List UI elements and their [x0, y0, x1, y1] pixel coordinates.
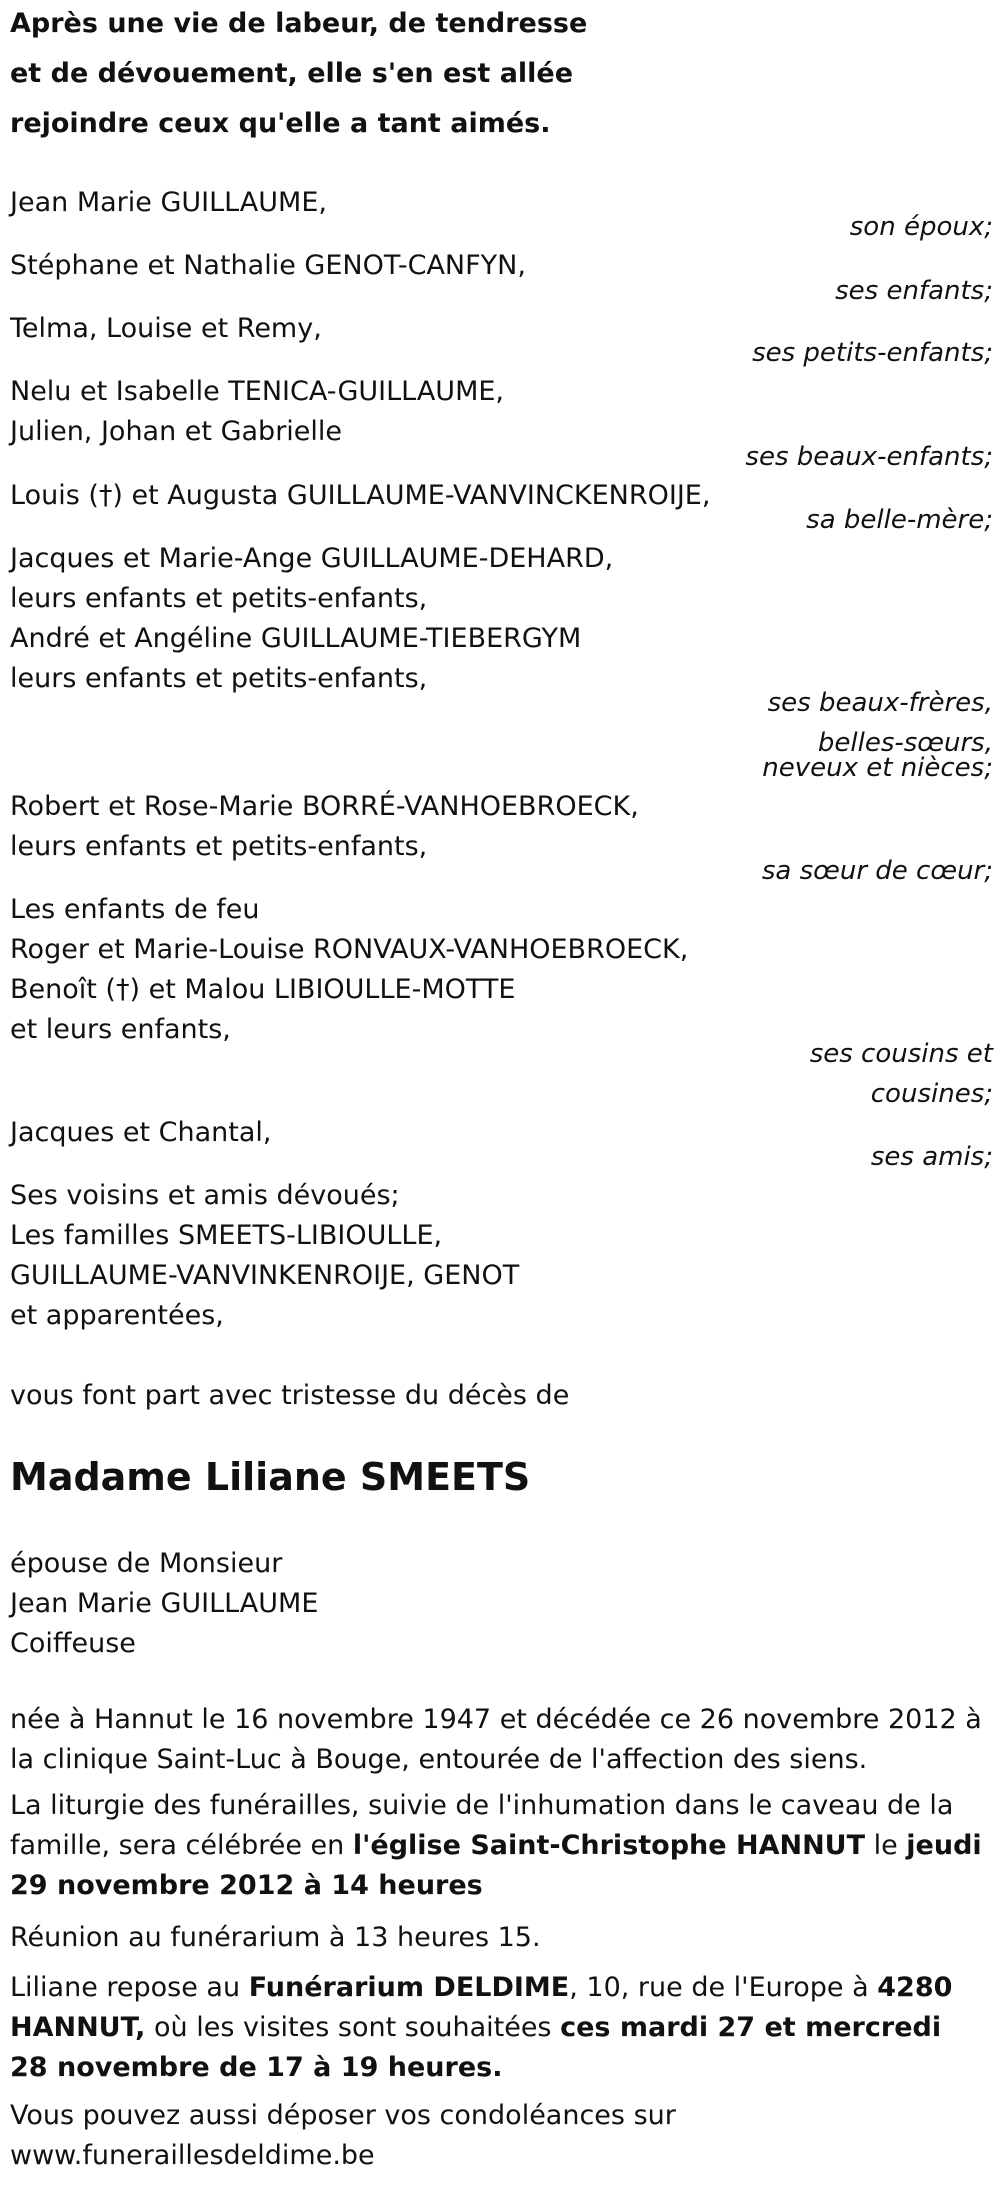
family-grandchildren: Telma, Louise et Remy,: [10, 313, 322, 344]
family-inlaws-1: Jacques et Marie-Ange GUILLAUME-DEHARD,: [10, 543, 614, 574]
role-inlaws-2: belles-sœurs,: [817, 728, 993, 758]
birth-death-paragraph: née à Hannut le 16 novembre 1947 et décédée ce 26 novembre 2012 à la clinique Saint-Luc à Bouge, entourée de l'affection des siens.: [10, 1704, 982, 1775]
family-mother-in-law: Louis (†) et Augusta GUILLAUME-VANVINCKENROIJE,: [10, 480, 711, 511]
role-friends: ses amis;: [870, 1142, 993, 1172]
role-mother-in-law: sa belle-mère;: [806, 505, 993, 535]
intro-line-1: Après une vie de labeur, de tendresse: [10, 8, 588, 39]
role-spouse: son époux;: [849, 212, 993, 242]
condolences-website[interactable]: www.funeraillesdeldime.be: [10, 2140, 375, 2171]
family-neighbours-4: et apparentées,: [10, 1300, 224, 1331]
role-inlaws-1: ses beaux-frères,: [767, 688, 993, 718]
spouse-line-2: Jean Marie GUILLAUME: [10, 1588, 319, 1619]
liturgy-paragraph: [10, 1786, 985, 1906]
family-cousins-1: Les enfants de feu: [10, 894, 260, 925]
role-grandchildren: ses petits-enfants;: [752, 338, 993, 368]
liturgy-text-2: le: [865, 1830, 907, 1861]
liturgy-text-1: La liturgie des funérailles, suivie de l'inhumation dans le caveau de la famille, sera célébrée en: [10, 1790, 954, 1861]
role-inlaws-3: neveux et nièces;: [762, 753, 993, 783]
family-heart-sister-1: Robert et Rose-Marie BORRÉ-VANHOEBROECK,: [10, 791, 639, 822]
church-name: l'église Saint-Christophe HANNUT: [352, 1830, 866, 1861]
role-children: ses enfants;: [835, 276, 993, 306]
funeral-date: jeudi 29 novembre 2012 à 14 heures: [10, 1830, 982, 1901]
family-cousins-2: Roger et Marie-Louise RONVAUX-VANHOEBROECK,: [10, 934, 689, 965]
intro-line-3: rejoindre ceux qu'elle a tant aimés.: [10, 108, 551, 139]
role-cousins-2: cousines;: [870, 1079, 993, 1109]
visits-text-2: , 10, rue de l'Europe à: [569, 1972, 878, 2003]
family-children: Stéphane et Nathalie GENOT-CANFYN,: [10, 250, 526, 281]
family-neighbours-2: Les familles SMEETS-LIBIOULLE,: [10, 1220, 443, 1251]
role-heart-sister: sa sœur de cœur;: [761, 856, 993, 886]
family-inlaws-4: leurs enfants et petits-enfants,: [10, 663, 428, 694]
reunion-paragraph: Réunion au funérarium à 13 heures 15.: [10, 1922, 541, 1953]
family-inlaws-3: André et Angéline GUILLAUME-TIEBERGYM: [10, 623, 582, 654]
family-cousins-3: Benoît (†) et Malou LIBIOULLE-MOTTE: [10, 974, 516, 1005]
announcement: vous font part avec tristesse du décès de: [10, 1380, 570, 1411]
family-friends: Jacques et Chantal,: [10, 1117, 272, 1148]
spouse-line-1: épouse de Monsieur: [10, 1548, 283, 1579]
family-stepchildren-1: Nelu et Isabelle TENICA-GUILLAUME,: [10, 376, 505, 407]
visits-text-3: où les visites sont souhaitées: [145, 2012, 561, 2043]
family-spouse: Jean Marie GUILLAUME,: [10, 187, 327, 218]
condolences-line: Vous pouvez aussi déposer vos condoléances sur: [10, 2100, 676, 2131]
intro-line-2: et de dévouement, elle s'en est allée: [10, 58, 574, 89]
family-heart-sister-2: leurs enfants et petits-enfants,: [10, 831, 428, 862]
role-stepchildren: ses beaux-enfants;: [745, 442, 993, 472]
funerarium-name: Funérarium DELDIME: [248, 1972, 570, 2003]
family-neighbours-1: Ses voisins et amis dévoués;: [10, 1180, 400, 1211]
deceased-name: Madame Liliane SMEETS: [10, 1455, 531, 1499]
visits-paragraph: [10, 1968, 985, 2088]
visit-times: ces mardi 27 et mercredi 28 novembre de 17 à 19 heures.: [10, 2012, 942, 2083]
profession: Coiffeuse: [10, 1628, 136, 1659]
family-inlaws-2: leurs enfants et petits-enfants,: [10, 583, 428, 614]
family-stepchildren-2: Julien, Johan et Gabrielle: [10, 416, 343, 447]
family-cousins-4: et leurs enfants,: [10, 1014, 231, 1045]
family-neighbours-3: GUILLAUME-VANVINKENROIJE, GENOT: [10, 1260, 520, 1291]
visits-text-1: Liliane repose au: [10, 1972, 249, 2003]
role-cousins-1: ses cousins et: [809, 1039, 993, 1069]
funerarium-city: 4280 HANNUT,: [10, 1972, 953, 2043]
